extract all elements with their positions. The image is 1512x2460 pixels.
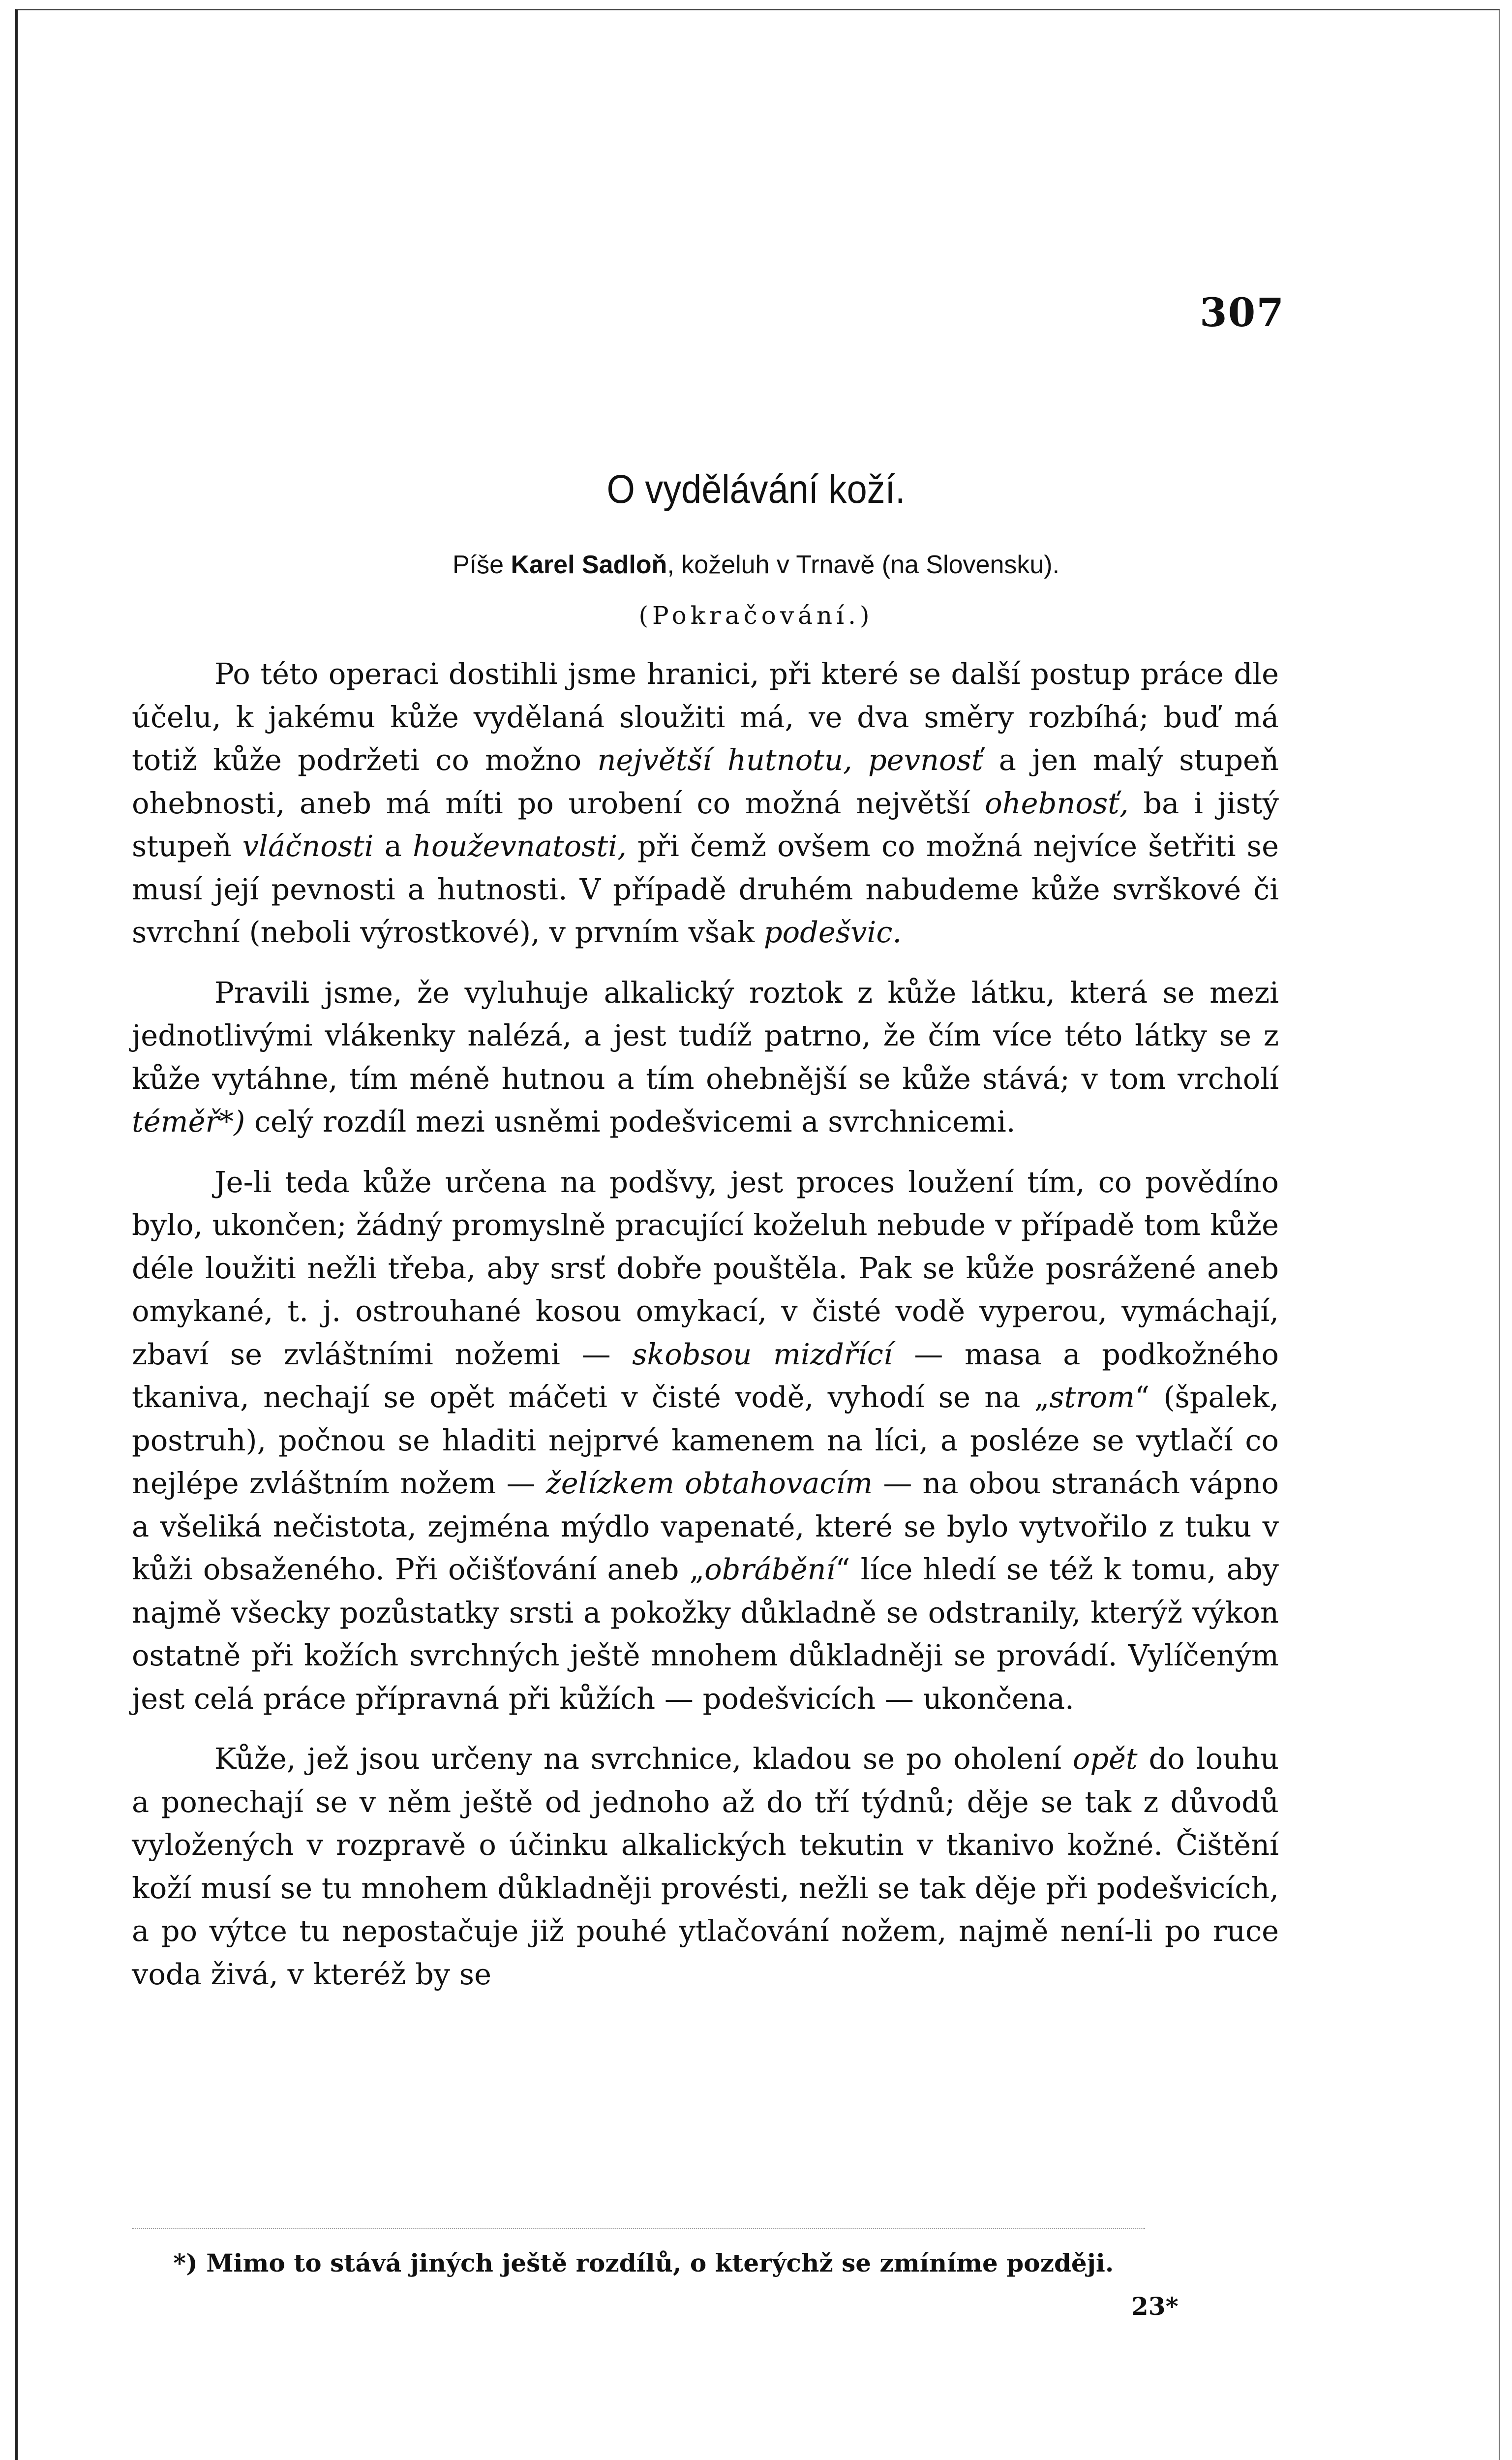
emphasis-text: opět <box>1072 1742 1138 1776</box>
paragraph-3 <box>132 1161 1279 1721</box>
byline-author: Karel Sadloň <box>511 551 667 579</box>
emphasis-text: téměř*) <box>132 1105 245 1138</box>
signature-mark: 23* <box>1131 2292 1179 2321</box>
page-number: 307 <box>1200 289 1285 336</box>
continued-label: (Pokračování.) <box>638 601 874 630</box>
emphasis-text: ohebnosť, <box>985 786 1129 820</box>
byline-prefix: Píše <box>452 551 504 579</box>
emphasis-text: vláčnosti <box>242 829 374 863</box>
article-title: O vydělávání koží. <box>606 467 906 512</box>
text-run: Kůže, jež jsou určeny na svrchnice, kladou se po oholení <box>214 1742 1073 1776</box>
text-run: “ (špalek, postruh), počnou se hladiti nejprvé kamenem na líci, a posléze se vytlačí co nejlépe zvláštním nožem — <box>132 1380 1279 1500</box>
emphasis-text: strom <box>1049 1380 1135 1414</box>
emphasis-text: obrábění <box>704 1552 836 1586</box>
article-body <box>132 652 1279 2013</box>
paragraph-4 <box>132 1737 1279 1996</box>
footnote-rule <box>132 2228 1145 2229</box>
paragraph-2 <box>132 971 1279 1143</box>
text-run: do louhu a ponechají se v něm ještě od jednoho až do tří týdnů; děje se tak z důvodů vyložených v rozpravě o účinku alkalických tekutin v tkanivo kožné. Čištění koží musí se tu mnohem důkladněji provésti, nežli se tak děje při podešvicích, a po výtce tu nepostačuje již pouhé ytlačování nožem, najmě není-li po ruce voda živá, v kteréž by se <box>132 1742 1279 1991</box>
byline-suffix: , koželuh v Trnavě (na Slovensku). <box>667 551 1060 579</box>
text-run: Je-li teda kůže určena na podšvy, jest proces loužení tím, co povědíno bylo, ukončen; žádný promyslně pracující koželuh nebude v případě tom kůže déle loužiti nežli třeba, aby srsť dobře pouštěla. Pak se kůže posrážené aneb omykané, t. j. ostrouhané kosou omykací, v čisté vodě vyperou, vymáchají, zbaví se zvláštními nožemi — <box>132 1165 1279 1371</box>
emphasis-text: houževnatosti, <box>412 829 627 863</box>
text-run: při čemž ovšem co možná nejvíce šetřiti se musí její pevnosti a hutnosti. V případě druhém nabudeme kůže svrškové či svrchní (neboli výrostkové), v prvním však <box>132 829 1279 949</box>
text-run: celý rozdíl mezi usněmi podešvicemi a svrchnicemi. <box>245 1105 1016 1138</box>
text-run: ba i jistý stupeň <box>132 786 1279 863</box>
byline <box>0 550 1512 580</box>
text-run: a <box>373 829 413 863</box>
text-run: “ líce hledí se též k tomu, aby najmě všecky pozůstatky srsti a pokožky důkladně se odstranily, kterýž výkon ostatně při kožích svrchných ještě mnohem důkladněji se provádí. Vylíčeným jest celá práce přípravná při kůžích — podešvicích — ukončena. <box>132 1552 1279 1716</box>
text-run: Pravili jsme, že vyluhuje alkalický roztok z kůže látku, která se mezi jednotlivými vlákenky nalézá, a jest tudíž patrno, že čím více této látky se z kůže vytáhne, tím méně hutnou a tím ohebnější se kůže stává; v tom vrcholí <box>132 975 1279 1096</box>
emphasis-text: podešvic. <box>763 915 902 949</box>
emphasis-text: největší hutnotu, pevnosť <box>597 743 983 777</box>
footnote: *) Mimo to stává jiných ještě rozdílů, o kterýchž se zmíníme později. <box>173 2248 1114 2277</box>
text-run: Po této operaci dostihli jsme hranici, při které se další postup práce dle účelu, k jakému kůže vydělaná sloužiti má, ve dva směry rozbíhá; buď má totiž kůže podržeti co možno <box>132 657 1279 777</box>
text-run: a jen malý stupeň ohebnosti, aneb má míti po urobení co možná největší <box>132 743 1279 820</box>
paragraph-1 <box>132 652 1279 954</box>
emphasis-text: želízkem obtahovacím <box>545 1466 873 1500</box>
text-run: — masa a podkožného tkaniva, nechají se opět máčeti v čisté vodě, vyhodí se na „ <box>132 1337 1279 1414</box>
text-run: — na obou stranách vápno a všeliká nečistota, zejména mýdlo vapenaté, které se bylo vytvořilo z tuku v kůži obsaženého. Při očišťování aneb „ <box>132 1466 1279 1586</box>
emphasis-text: skobsou mizdřící <box>632 1337 893 1371</box>
